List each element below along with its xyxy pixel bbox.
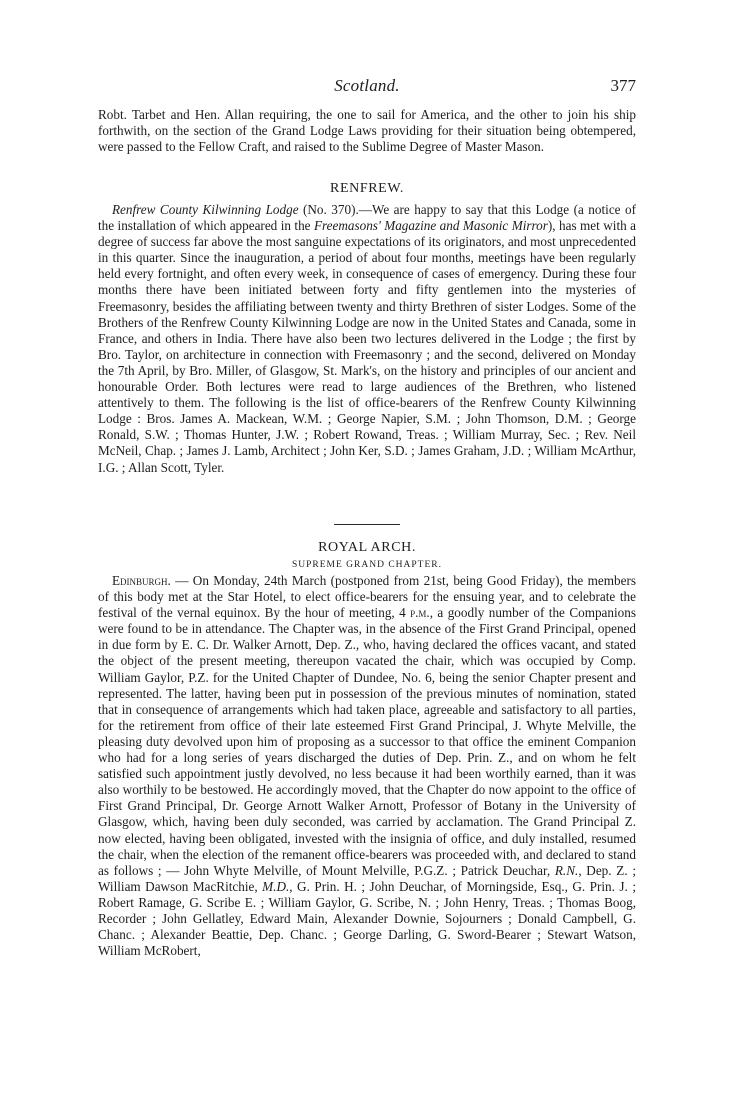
section-divider (334, 524, 400, 525)
royal-arch-text-4: , G. Prin. H. ; John Deuchar, of Morningside, Esq., G. Prin. J. ; Robert Ramage, G. Scribe E. ; William Gaylor, G. Scribe, N. ; John Henry, Treas. ; Thomas Boog, Recorder ; John Gellatley, Edward Main, Alexander Downie, Sojourners ; Donald Campbell, G. Chanc. ; Alexander Beattie, Dep. Chanc. ; George Darling, G. Sword-Bearer ; Stewart Watson, William McRobert, (98, 878, 636, 959)
lodge-name: Renfrew County Kilwinning Lodge (112, 202, 299, 217)
renfrew-heading: RENFREW. (330, 181, 404, 196)
time-pm: p.m. (410, 605, 430, 621)
page-number: 377 (610, 76, 636, 95)
royal-arch-paragraph (98, 573, 636, 959)
renfrew-paragraph (98, 202, 636, 476)
degree-md: M.D. (262, 878, 290, 894)
renfrew-text-2: ), has met with a degree of success far above the most sanguine expectations of its originators, and most unprecedented in this quarter. Since the inauguration, a period of about four months, meetings have been regularly held every fortnight, and often every week, in consequence of cases of emergency. During these four months there have been initiated between forty and fifty gentlemen into the mysteries of Freemasonry, besides the affiliating between twenty and thirty Brethren of sister Lodges. Some of the Brothers of the Renfrew County Kilwinning Lodge are now in the United States and Canada, some in France, and others in India. There have also been two lectures delivered in the Lodge ; the first by Bro. Taylor, on architecture in connection with Freemasonry ; and the second, delivered on Monday the 7th April, by Bro. Miller, of Glasgow, St. Mark's, on the history and principles of our ancient and honourable Order. Both lectures were read to large audiences of the Brethren, who listened attentively to them. The following is the list of office-bearers of the Renfrew County Kilwinning Lodge : Bros. James A. Mackean, W.M. ; George Napier, S.M. ; John Thomson, D.M. ; George Ronald, S.W. ; Thomas Hunter, J.W. ; Robert Rowand, Treas. ; William Murray, Sec. ; Rev. Neil McNeil, Chap. ; James J. Lamb, Architect ; John Ker, S.D. ; James Graham, J.D. ; William McArthur, I.G. ; Allan Scott, Tyler. (98, 218, 636, 475)
royal-arch-heading: ROYAL ARCH. (318, 540, 416, 555)
royal-arch-text-3: , Dep. Z. ; William Dawson MacRitchie, (98, 862, 636, 894)
renfrew-section (98, 181, 636, 476)
continuation-paragraph: Robt. Tarbet and Hen. Allan requiring, the one to sail for America, and the other to join his ship forthwith, on the section of the Grand Lodge Laws providing for their situation being obtempered, were passed to the Fellow Craft, and raised to the Sublime Degree of Master Mason. (98, 107, 636, 155)
continuation-block (98, 107, 636, 155)
running-title: Scotland. (334, 76, 400, 95)
page-header (98, 76, 636, 100)
place-name: Edinburgh. (112, 573, 171, 588)
rank-rn: R.N. (554, 862, 579, 878)
royal-arch-section (98, 540, 636, 959)
royal-arch-text-1: — On Monday, 24th March (postponed from 21st, being Good Friday), the members of this body met at the Star Hotel, to elect office-bearers for the ensuing year, and to celebrate the festival of the vernal equinox. By the hour of meeting, 4 (98, 573, 636, 621)
magazine-title: Freemasons' Magazine and Masonic Mirror (313, 218, 548, 234)
royal-arch-text-2: , a goodly number of the Companions were found to be in attendance. The Chapter was, in the absence of the First Grand Principal, opened in due form by E. C. Dr. Walker Arnott, Dep. Z., who, having declared the offices vacant, and stated the object of the present meeting, thereupon vacated the chair, which was occupied by Comp. William Gaylor, P.Z. for the United Chapter of Dundee, No. 6, being the senior Chapter present and represented. The latter, having been put in possession of the previous minutes of nomination, stated that in consequence of arrangements which had taken place, agreeable and satisfactory to all parties, for the retirement from office of their late esteemed First Grand Principal, J. Whyte Melville, the pleasing duty devolved upon him of proposing as a successor to that office the eminent Companion who had for a long series of years discharged the duties of Dep. Prin. Z., and on whom he felt satisfied such appointment justly devolved, no less because it had been worthily earned, than it was also worthily to be bestowed. He accordingly moved, that the Chapter do now appoint to the office of First Grand Principal, Dr. George Arnott Walker Arnott, Professor of Botany in the University of Glasgow, which, having been duly seconded, was carried by acclamation. The Grand Principal Z. now elected, having been obligated, invested with the insignia of office, and duly installed, resumed the chair, when the election of the remanent office-bearers was proceeded with, and declared to stand as follows ; — John Whyte Melville, of Mount Melville, P.G.Z. ; Patrick Deuchar, (98, 605, 636, 878)
renfrew-text-1: (No. 370).—We are happy to say that this Lodge (a notice of the installation of which appeared in the (98, 202, 636, 234)
royal-arch-subheading: SUPREME GRAND CHAPTER. (291, 560, 442, 570)
